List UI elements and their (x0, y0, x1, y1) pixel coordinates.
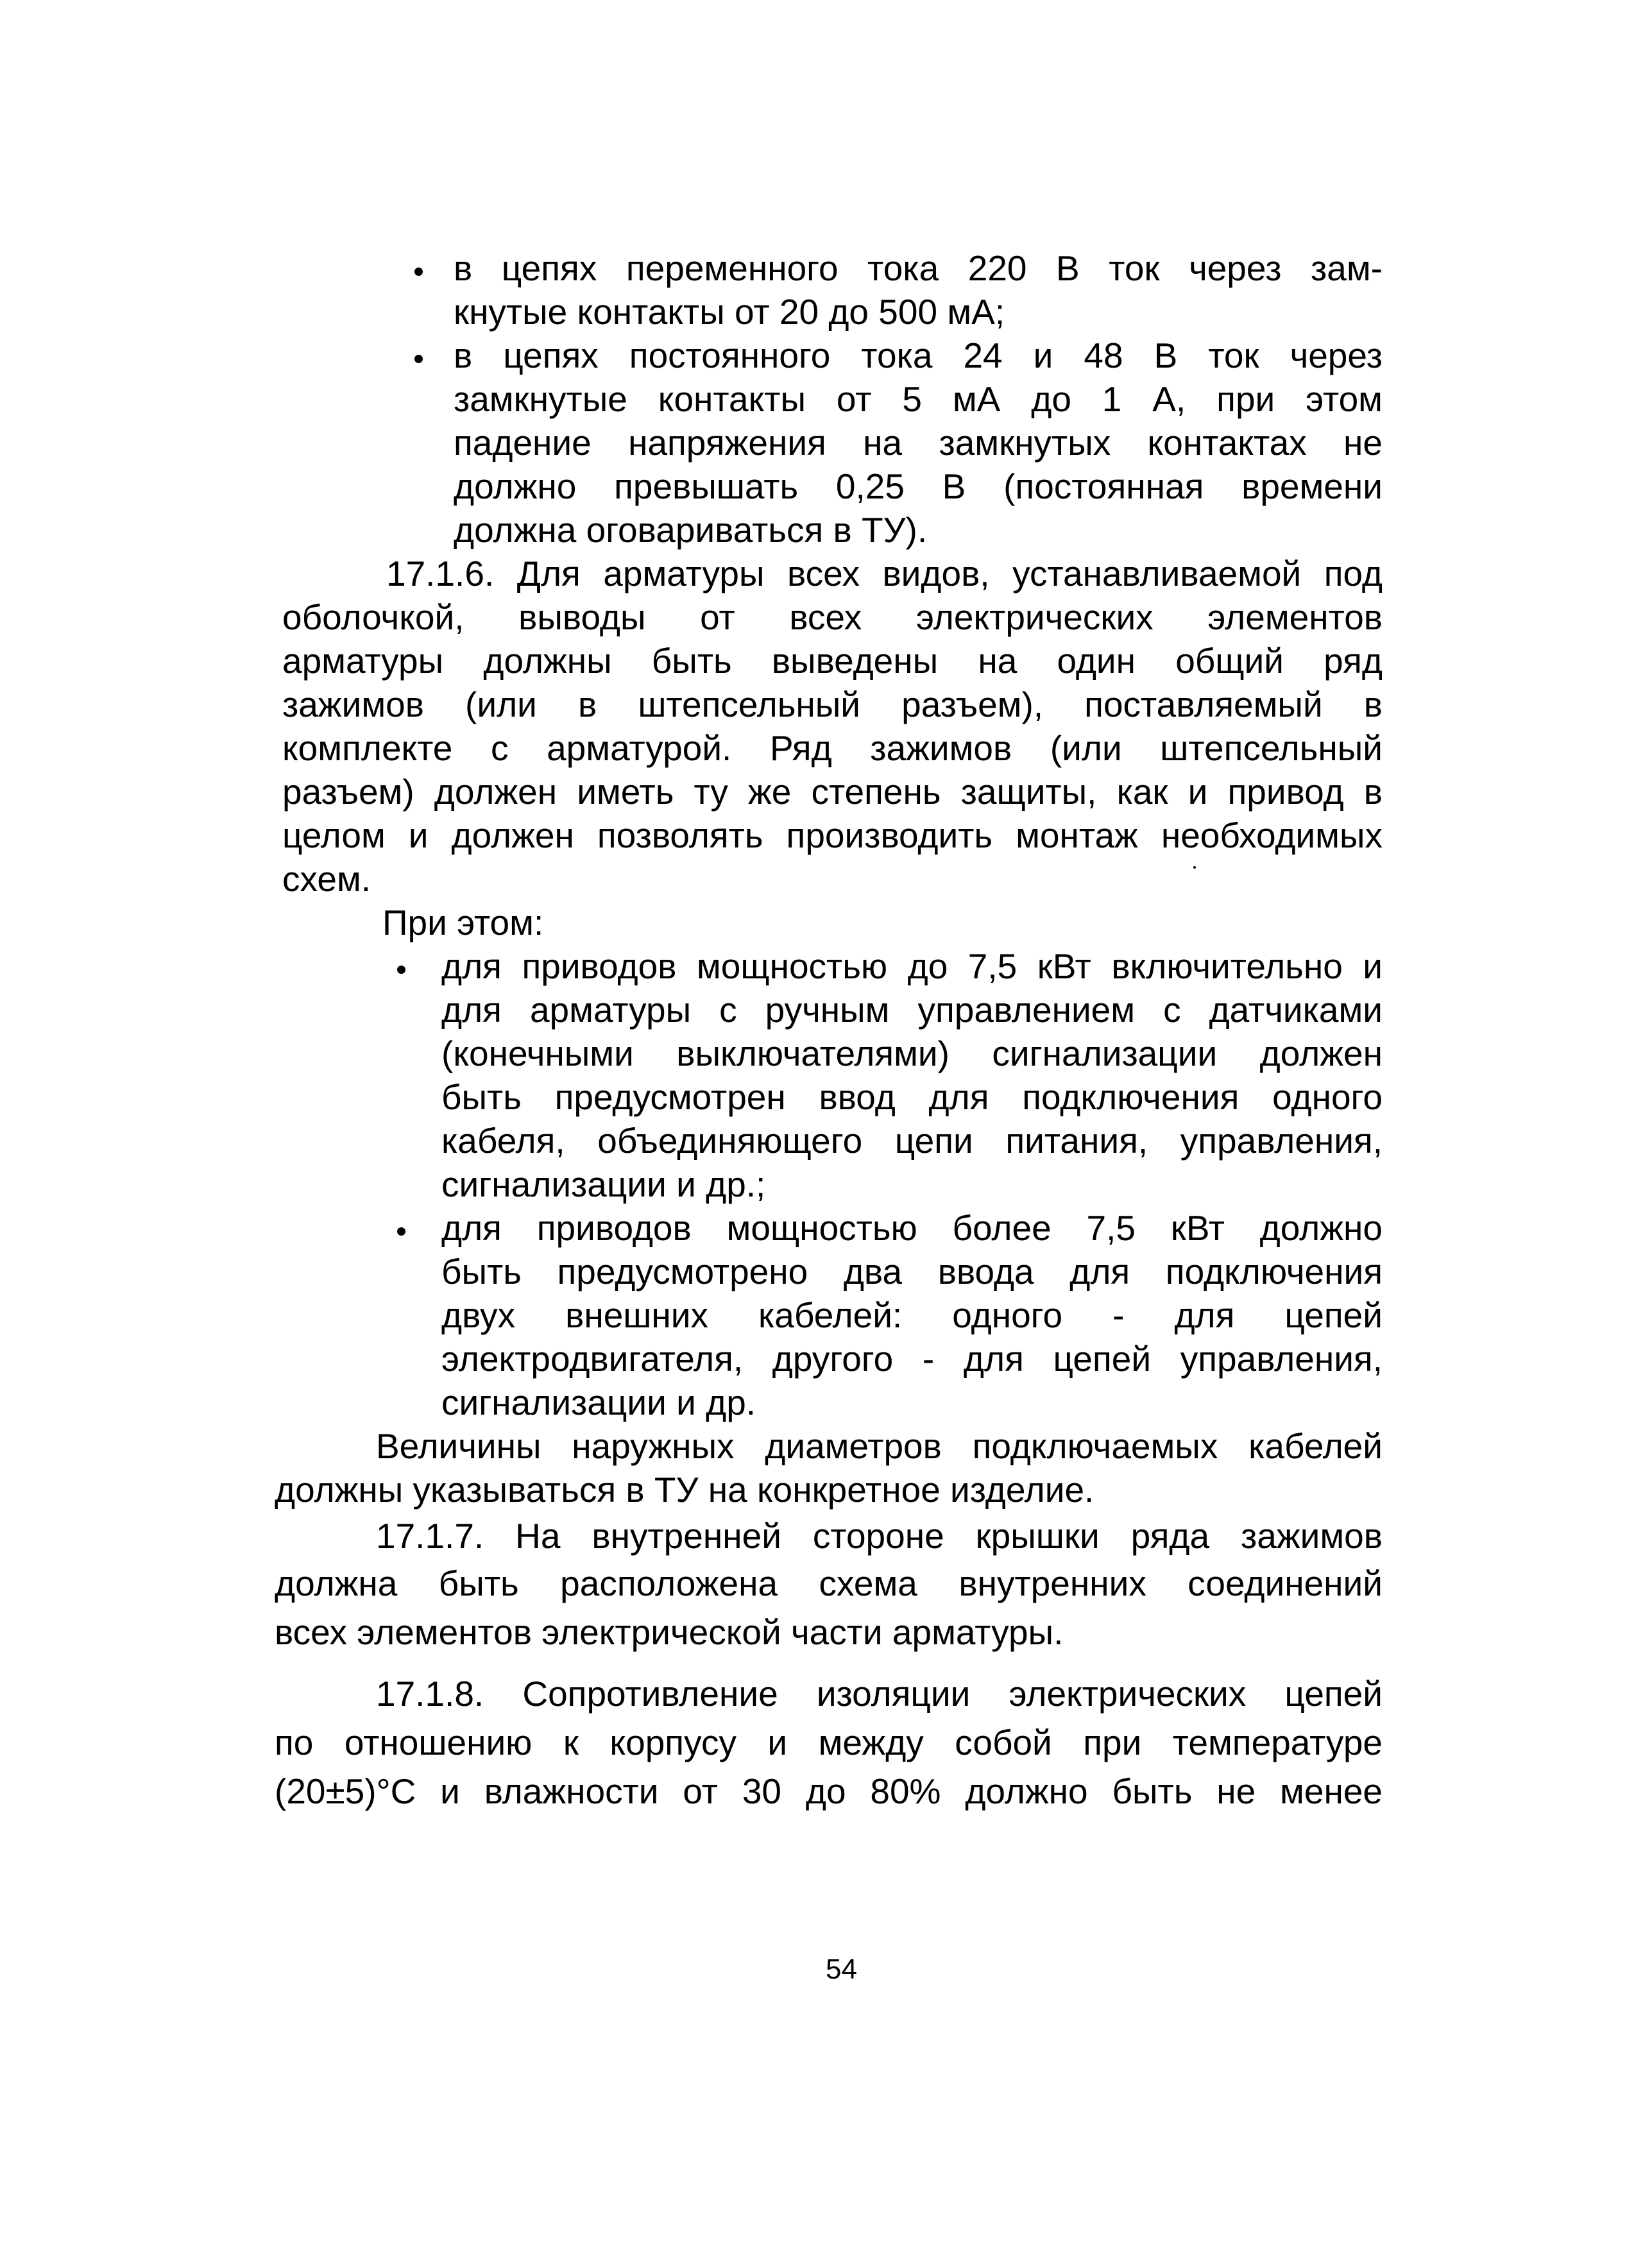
page-number: 54 (826, 1954, 857, 1985)
list1-item2-line1: в цепях постоянного тока 24 и 48 В ток через (454, 336, 1383, 375)
para-17-1-8-line3: (20±5)°С и влажности от 30 до 80% должно быть не менее (275, 1771, 1383, 1811)
list2-item2-line4: электродвигателя, другого - для цепей управления, (441, 1339, 1383, 1379)
list2-item1-line2: для арматуры с ручным управлением с датчиками (441, 990, 1383, 1030)
para-17-1-6-line4: зажимов (или в штепсельный разъем), поставляемый в (282, 685, 1383, 724)
list1-item1-line1: в цепях переменного тока 220 В ток через зам- (454, 248, 1383, 288)
para-17-1-7-line3: всех элементов электрической части арматуры. (275, 1612, 1064, 1652)
bullet-icon (397, 966, 405, 974)
list2-item1-line4: быть предусмотрен ввод для подключения одного (441, 1077, 1383, 1117)
para-17-1-8-line2: по отношению к корпусу и между собой при температуре (275, 1723, 1383, 1762)
para-diameters-line2: должны указываться в ТУ на конкретное изделие. (275, 1470, 1094, 1510)
para-17-1-6-line5: комплекте с арматурой. Ряд зажимов (или штепсельный (282, 728, 1383, 768)
para-17-1-6-line1: 17.1.6. Для арматуры всех видов, устанавливаемой под (386, 554, 1383, 593)
para-17-1-7-line1: 17.1.7. На внутренней стороне крышки ряда зажимов (376, 1516, 1383, 1556)
para-diameters-line1: Величины наружных диаметров подключаемых кабелей (376, 1426, 1383, 1466)
bullet-icon (414, 355, 423, 363)
list1-item1-line2: кнутые контакты от 20 до 500 мА; (454, 292, 1005, 332)
list2-item1-line6: сигнализации и др.; (441, 1164, 766, 1204)
list1-item2-line3: падение напряжения на замкнутых контактах не (454, 423, 1383, 463)
list2-item2-line1: для приводов мощностью более 7,5 кВт должно (441, 1208, 1383, 1248)
para-17-1-6-line3: арматуры должны быть выведены на один общий ряд (282, 641, 1383, 681)
para-17-1-7-line2: должна быть расположена схема внутренних соединений (275, 1563, 1383, 1603)
list2-item2-line2: быть предусмотрено два ввода для подключения (441, 1252, 1383, 1291)
bullet-icon (397, 1227, 405, 1236)
list1-item2-line2: замкнутые контакты от 5 мА до 1 А, при этом (454, 379, 1383, 419)
scan-speck (1193, 866, 1196, 869)
list2-item2-line3: двух внешних кабелей: одного - для цепей (441, 1295, 1383, 1335)
list2-item1-line5: кабеля, объединяющего цепи питания, управления, (441, 1121, 1383, 1161)
list2-item2-line5: сигнализации и др. (441, 1383, 756, 1422)
list2-item1-line3: (конечными выключателями) сигнализации должен (441, 1034, 1383, 1073)
list2-item1-line1: для приводов мощностью до 7,5 кВт включительно и (441, 946, 1383, 986)
para-17-1-6-line8: схем. (282, 859, 371, 899)
para-17-1-6-line6: разъем) должен иметь ту же степень защиты, как и привод в (282, 772, 1383, 812)
bullet-icon (414, 268, 423, 276)
list1-item2-line4: должно превышать 0,25 В (постоянная времени (454, 466, 1383, 506)
list1-item2-line5: должна оговариваться в ТУ). (454, 510, 928, 550)
pri-etom-label: При этом: (382, 903, 544, 942)
para-17-1-8-line1: 17.1.8. Сопротивление изоляции электрических цепей (376, 1674, 1383, 1714)
para-17-1-6-line7: целом и должен позволять производить монтаж необходимых (282, 815, 1383, 855)
para-17-1-6-line2: оболочкой, выводы от всех электрических элементов (282, 597, 1383, 637)
